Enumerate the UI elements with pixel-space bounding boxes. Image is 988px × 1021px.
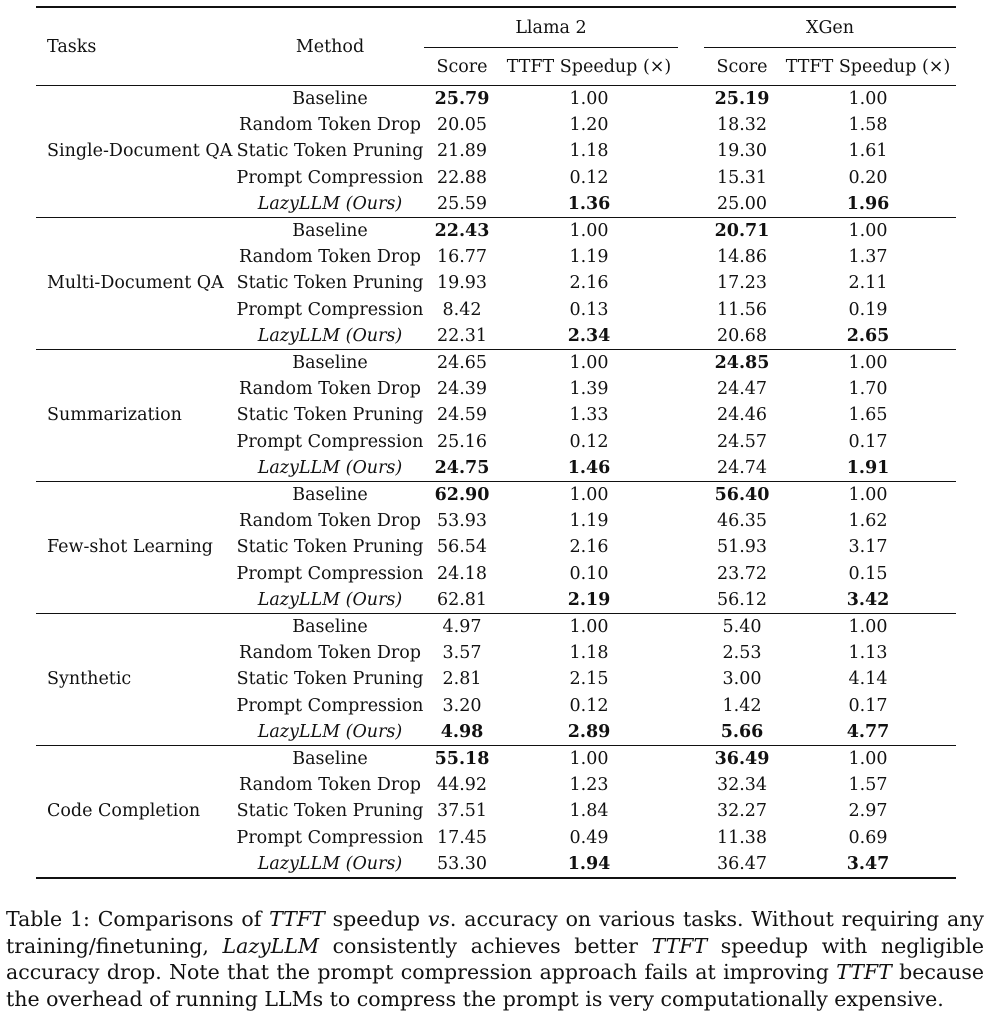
speedup-cell: 1.18 xyxy=(569,643,609,664)
task-name: Multi-Document QA xyxy=(36,218,236,350)
score-cell: 11.56 xyxy=(716,299,768,320)
header-tasks: Tasks xyxy=(36,7,236,86)
method-name: Prompt Compression xyxy=(236,563,424,584)
speedup-cell: 2.97 xyxy=(848,801,888,822)
speedup-cell: 1.36 xyxy=(567,193,611,214)
score-cell: 25.59 xyxy=(436,193,488,214)
method-name: Baseline xyxy=(236,746,424,773)
score-cell: 5.40 xyxy=(704,614,780,641)
method-name: Static Token Pruning xyxy=(236,141,424,162)
speedup-cell: 2.65 xyxy=(846,325,890,346)
speedup-cell: 0.10 xyxy=(569,563,609,584)
caption-segment: speedup xyxy=(324,907,428,931)
table-row xyxy=(36,614,956,641)
method-name: Prompt Compression xyxy=(236,827,424,848)
score-cell: 3.57 xyxy=(442,643,482,664)
speedup-cell: 1.33 xyxy=(569,405,609,426)
score-cell: 21.89 xyxy=(436,141,488,162)
score-cell: 20.05 xyxy=(436,115,488,136)
method-name: Random Token Drop xyxy=(239,775,421,796)
method-name: Static Token Pruning xyxy=(236,405,424,426)
score-cell: 25.19 xyxy=(704,86,780,113)
method-name: Random Token Drop xyxy=(239,643,421,664)
speedup-cell: 0.12 xyxy=(569,431,609,452)
header-score-xgen: Score xyxy=(716,56,768,77)
speedup-cell: 1.96 xyxy=(846,193,890,214)
score-cell: 32.27 xyxy=(716,801,768,822)
speedup-cell: 1.13 xyxy=(848,643,888,664)
speedup-cell: 0.17 xyxy=(848,695,888,716)
caption-segment: Table 1: Comparisons of xyxy=(6,907,270,931)
method-name: Static Token Pruning xyxy=(236,273,424,294)
results-table xyxy=(36,6,956,879)
speedup-cell: 1.00 xyxy=(780,86,956,113)
score-cell: 24.18 xyxy=(436,563,488,584)
score-cell: 11.38 xyxy=(716,827,768,848)
score-cell: 24.85 xyxy=(704,350,780,377)
score-cell: 56.40 xyxy=(704,482,780,509)
speedup-cell: 0.13 xyxy=(569,299,609,320)
caption-segment: TTFT xyxy=(651,933,708,958)
speedup-cell: 4.14 xyxy=(848,669,888,690)
speedup-cell: 1.00 xyxy=(500,614,678,641)
score-cell: 8.42 xyxy=(442,299,482,320)
method-name: Baseline xyxy=(236,350,424,377)
header-ttft-llama2: TTFT Speedup (×) xyxy=(506,56,672,77)
score-cell: 16.77 xyxy=(436,247,488,268)
score-cell: 2.81 xyxy=(442,669,482,690)
score-cell: 3.00 xyxy=(722,669,762,690)
score-cell: 25.79 xyxy=(424,86,500,113)
score-cell: 51.93 xyxy=(716,537,768,558)
header-score-llama2: Score xyxy=(436,56,488,77)
results-table-container xyxy=(36,6,956,879)
score-cell: 56.12 xyxy=(716,589,768,610)
score-cell: 44.92 xyxy=(436,775,488,796)
speedup-cell: 1.46 xyxy=(567,457,611,478)
speedup-cell: 3.42 xyxy=(846,589,890,610)
score-cell: 5.66 xyxy=(720,721,764,742)
speedup-cell: 0.19 xyxy=(848,299,888,320)
score-cell: 4.98 xyxy=(440,721,484,742)
speedup-cell: 2.89 xyxy=(567,721,611,742)
score-cell: 15.31 xyxy=(716,167,768,188)
score-cell: 53.30 xyxy=(424,851,500,878)
method-name: Prompt Compression xyxy=(236,431,424,452)
score-cell: 55.18 xyxy=(424,746,500,773)
speedup-cell: 1.00 xyxy=(500,86,678,113)
speedup-cell: 1.58 xyxy=(848,115,888,136)
caption-segment: . accuracy on various tasks. Without requiring any training/finetuning, xyxy=(6,907,984,958)
speedup-cell: 1.23 xyxy=(569,775,609,796)
score-cell: 22.31 xyxy=(436,325,488,346)
score-cell: 62.90 xyxy=(424,482,500,509)
speedup-cell: 2.34 xyxy=(567,325,611,346)
score-cell: 32.34 xyxy=(716,775,768,796)
score-cell: 2.53 xyxy=(722,643,762,664)
score-cell: 24.59 xyxy=(436,405,488,426)
method-name: LazyLLM (Ours) xyxy=(236,851,424,878)
header-llama2: Llama 2 xyxy=(424,7,678,48)
score-cell: 23.72 xyxy=(716,563,768,584)
speedup-cell: 0.20 xyxy=(848,167,888,188)
score-cell: 24.46 xyxy=(716,405,768,426)
caption-segment: LazyLLM xyxy=(222,933,319,958)
method-name: Static Token Pruning xyxy=(236,537,424,558)
speedup-cell: 1.00 xyxy=(780,218,956,245)
score-cell: 24.47 xyxy=(716,379,768,400)
score-cell: 37.51 xyxy=(436,801,488,822)
speedup-cell: 1.91 xyxy=(846,457,890,478)
method-name: Random Token Drop xyxy=(239,379,421,400)
speedup-cell: 1.00 xyxy=(500,482,678,509)
score-cell: 36.49 xyxy=(704,746,780,773)
speedup-cell: 1.00 xyxy=(780,350,956,377)
score-cell: 24.74 xyxy=(716,457,768,478)
speedup-cell: 2.19 xyxy=(567,589,611,610)
speedup-cell: 1.19 xyxy=(569,247,609,268)
speedup-cell: 1.94 xyxy=(500,851,678,878)
score-cell: 4.97 xyxy=(424,614,500,641)
caption-segment: TTFT xyxy=(269,907,325,931)
speedup-cell: 1.00 xyxy=(500,218,678,245)
method-name: Baseline xyxy=(236,86,424,113)
speedup-cell: 1.00 xyxy=(780,746,956,773)
task-name: Summarization xyxy=(36,350,236,482)
score-cell: 20.68 xyxy=(716,325,768,346)
method-name: Random Token Drop xyxy=(239,247,421,268)
caption-segment: because the overhead of running LLMs to compress the prompt is very computationally expensive. xyxy=(6,960,984,1011)
score-cell: 22.88 xyxy=(436,167,488,188)
method-name: LazyLLM (Ours) xyxy=(257,589,403,610)
table-caption xyxy=(6,906,984,1012)
task-name: Few-shot Learning xyxy=(36,482,236,614)
score-cell: 20.71 xyxy=(704,218,780,245)
method-name: LazyLLM (Ours) xyxy=(257,325,403,346)
speedup-cell: 1.57 xyxy=(848,775,888,796)
score-cell: 17.23 xyxy=(716,273,768,294)
method-name: LazyLLM (Ours) xyxy=(257,457,403,478)
score-cell: 46.35 xyxy=(716,511,768,532)
score-cell: 18.32 xyxy=(716,115,768,136)
score-cell: 14.86 xyxy=(716,247,768,268)
speedup-cell: 1.00 xyxy=(500,350,678,377)
caption-segment: TTFT xyxy=(836,960,892,984)
score-cell: 25.16 xyxy=(436,431,488,452)
speedup-cell: 1.00 xyxy=(780,614,956,641)
speedup-cell: 0.49 xyxy=(569,827,609,848)
method-name: Prompt Compression xyxy=(236,299,424,320)
speedup-cell: 1.39 xyxy=(569,379,609,400)
speedup-cell: 0.15 xyxy=(848,563,888,584)
speedup-cell: 1.00 xyxy=(780,482,956,509)
score-cell: 24.39 xyxy=(436,379,488,400)
score-cell: 3.20 xyxy=(442,695,482,716)
table-row xyxy=(36,350,956,377)
method-name: Baseline xyxy=(236,218,424,245)
method-name: LazyLLM (Ours) xyxy=(257,721,403,742)
method-name: Static Token Pruning xyxy=(236,669,424,690)
speedup-cell: 1.65 xyxy=(848,405,888,426)
header-ttft-xgen: TTFT Speedup (×) xyxy=(785,56,951,77)
task-name: Code Completion xyxy=(36,746,236,879)
speedup-cell: 0.17 xyxy=(848,431,888,452)
method-name: Random Token Drop xyxy=(239,511,421,532)
speedup-cell: 1.20 xyxy=(569,115,609,136)
caption-segment: vs xyxy=(427,907,450,931)
score-cell: 25.00 xyxy=(716,193,768,214)
table-row xyxy=(36,86,956,113)
method-name: Baseline xyxy=(236,614,424,641)
speedup-cell: 2.11 xyxy=(848,273,888,294)
speedup-cell: 1.70 xyxy=(848,379,888,400)
task-name: Single-Document QA xyxy=(36,86,236,218)
score-cell: 19.30 xyxy=(716,141,768,162)
method-name: Prompt Compression xyxy=(236,167,424,188)
method-name: Baseline xyxy=(236,482,424,509)
score-cell: 1.42 xyxy=(722,695,762,716)
speedup-cell: 0.12 xyxy=(569,167,609,188)
speedup-cell: 3.17 xyxy=(848,537,888,558)
task-name: Synthetic xyxy=(36,614,236,746)
header-xgen: XGen xyxy=(704,7,956,48)
caption-segment: speedup with negligible accuracy drop. Note that the prompt compression approach fails at improving xyxy=(6,933,985,984)
method-name: Random Token Drop xyxy=(239,115,421,136)
score-cell: 24.57 xyxy=(716,431,768,452)
method-name: Static Token Pruning xyxy=(236,801,424,822)
score-cell: 24.65 xyxy=(424,350,500,377)
method-name: LazyLLM (Ours) xyxy=(257,193,403,214)
table-body xyxy=(36,86,956,879)
speedup-cell: 1.37 xyxy=(848,247,888,268)
speedup-cell: 0.69 xyxy=(848,827,888,848)
score-cell: 19.93 xyxy=(436,273,488,294)
speedup-cell: 0.12 xyxy=(569,695,609,716)
speedup-cell: 2.16 xyxy=(569,537,609,558)
header-method: Method xyxy=(236,7,424,86)
speedup-cell: 1.18 xyxy=(569,141,609,162)
speedup-cell: 1.62 xyxy=(848,511,888,532)
table-row xyxy=(36,482,956,509)
speedup-cell: 1.19 xyxy=(569,511,609,532)
score-cell: 22.43 xyxy=(424,218,500,245)
table-row xyxy=(36,218,956,245)
score-cell: 56.54 xyxy=(436,537,488,558)
score-cell: 53.93 xyxy=(436,511,488,532)
score-cell: 62.81 xyxy=(436,589,488,610)
speedup-cell: 2.15 xyxy=(569,669,609,690)
score-cell: 17.45 xyxy=(436,827,488,848)
speedup-cell: 4.77 xyxy=(846,721,890,742)
speedup-cell: 1.00 xyxy=(500,746,678,773)
speedup-cell: 2.16 xyxy=(569,273,609,294)
speedup-cell: 1.84 xyxy=(569,801,609,822)
score-cell: 24.75 xyxy=(434,457,490,478)
method-name: Prompt Compression xyxy=(236,695,424,716)
caption-segment: consistently achieves better xyxy=(318,933,652,958)
speedup-cell: 1.61 xyxy=(848,141,888,162)
table-row xyxy=(36,746,956,773)
speedup-cell: 3.47 xyxy=(780,851,956,878)
score-cell: 36.47 xyxy=(704,851,780,878)
